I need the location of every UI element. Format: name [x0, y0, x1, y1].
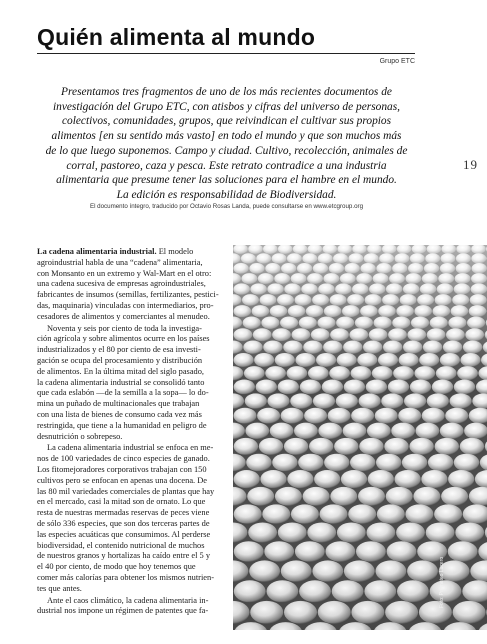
body-line: das, maquinaria) vinculadas con intermediarios, pro- [37, 300, 214, 310]
photo-credit: Foto: Prometeo Lucero [439, 556, 445, 608]
body-line: la cadena alimentaria industrial se consolidó tanto [37, 377, 205, 387]
run-in-heading: La cadena alimentaria industrial. [37, 247, 157, 256]
body-line: mina un puñado de multinacionales que trabajan [37, 399, 200, 409]
title-rule [37, 53, 415, 54]
body-line: agroindustrial habla de una “cadena” alimentaria, [37, 257, 203, 267]
body-line: gación se ocupa del procesamiento y distribución [37, 355, 203, 365]
body-line: con una lista de bienes de consumo cada vez más [37, 409, 202, 419]
body-line: tes que antes. [37, 583, 82, 593]
body-line: Ante el caos climático, la cadena alimentaria in- [47, 595, 209, 605]
article-byline: Grupo ETC [379, 58, 415, 65]
body-line: de sólo 336 especies, que son dos terceras partes de [37, 518, 210, 528]
intro-line: de lo que luego suponemos. Campo y ciudad. Cultivo, recolección, animales de [45, 144, 408, 157]
body-line: de nuestros granos y hortalizas ha caído entre el 5 y [37, 551, 211, 561]
body-line: dustrial nos impone un régimen de patentes que fa- [37, 606, 209, 616]
body-line: que cada eslabón —de la semilla a la sopa— lo do- [37, 388, 209, 398]
source-note: El documento íntegro, traducido por Octavio Rosas Landa, puede consultarse en www.etcgroup.org [89, 203, 364, 210]
intro-line: alimentos [en su sentido más vasto] en todo el mundo y que son muchos más [51, 130, 402, 143]
body-line: comer más calorías para obtener los mismos nutrien- [37, 572, 214, 582]
body-line: el 40 por ciento, de modo que hoy tenemos que [37, 562, 196, 572]
intro-line: corral, pastoreo, caza y pesca. Este retrato contradice a una industria [66, 159, 387, 172]
body-line: las especies acuáticas que consumimos. Al perderse [37, 529, 211, 539]
body-line: las 80 mil variedades comerciales de plantas que hay [37, 486, 215, 496]
body-line: cesadores de alimentos y comerciantes al menudeo. [37, 311, 210, 321]
corn-kernels-photo [233, 245, 487, 630]
article-title: Quién alimenta al mundo [37, 24, 316, 50]
body-line: nos de 100 variedades de cinco especies de ganado. [37, 454, 210, 464]
body-column [37, 247, 228, 617]
body-line: ción agrícola y sobre alimentos ocurre en los países [37, 334, 210, 344]
body-text: El modelo [156, 247, 194, 256]
body-line: fabricantes de insumos (semillas, fertilizantes, pestici- [37, 290, 219, 300]
page-number: 19 [463, 157, 478, 172]
body-line: desnutrición o sobrepeso. [37, 431, 123, 441]
intro-line: alimentaria que presume tener las soluciones para el hambre en el mundo. [56, 174, 397, 187]
body-line: Noventa y seis por ciento de toda la investiga- [47, 323, 202, 333]
body-line: resta de nuestras mermadas reservas de peces viene [37, 508, 210, 518]
intro-line: colectivos, comunidades, grupos, que reivindican el cultivar sus propios [61, 115, 392, 128]
intro-paragraph [40, 85, 413, 203]
body-line: cultivos pero se enfocan en apenas una docena. De [37, 475, 207, 485]
body-line: restringida, que tiene a la humanidad en peligro de [37, 420, 207, 430]
body-line: de alimentos. En la última mitad del siglo pasado, [37, 366, 205, 376]
body-line: una cadena sucesiva de empresas agroindustriales, [37, 279, 206, 289]
body-line: biodiversidad, el contenido nutricional de muchos [37, 540, 205, 550]
intro-line: Presentamos tres fragmentos de uno de los más recientes documentos de [61, 86, 392, 98]
body-line: en el mercado, casi la mitad son de ornato. Lo que [37, 497, 206, 507]
body-line: industrializados y el 80 por ciento de esa investi- [37, 345, 201, 355]
body-line: Los fitomejoradores corporativos trabajan con 150 [37, 464, 207, 474]
body-line: La cadena alimentaria industrial se enfoca en me- [47, 443, 214, 453]
body-line: con Monsanto en un extremo y Wal-Mart en el otro: [37, 268, 212, 278]
body-line [37, 247, 228, 258]
intro-line: La edición es responsabilidad de Biodiversidad. [116, 188, 337, 201]
intro-line: investigación del Grupo ETC, con atisbos y cifras del universo de personas, [52, 100, 401, 113]
